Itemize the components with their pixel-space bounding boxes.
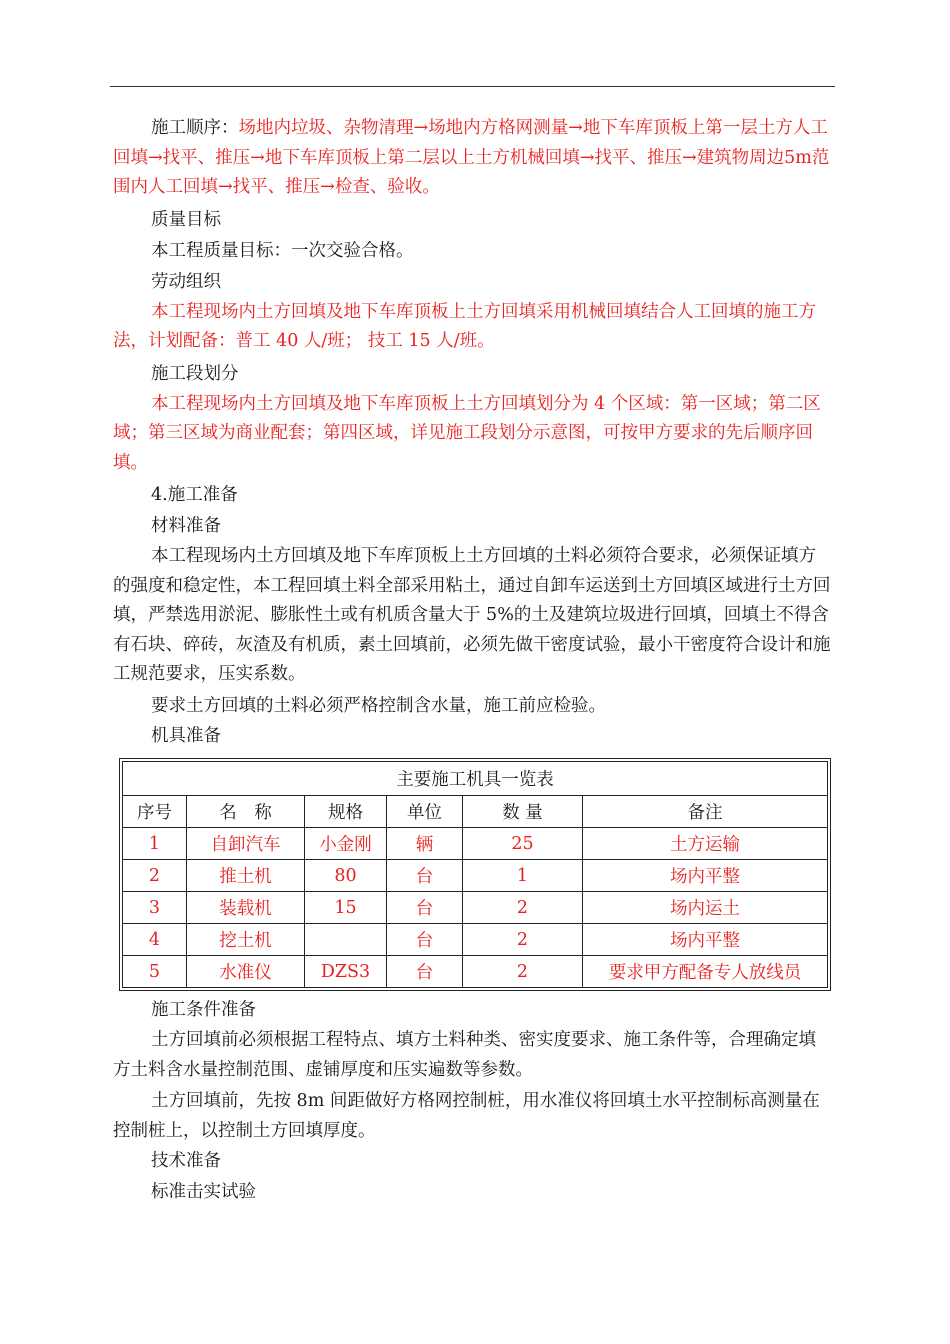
table-row [123, 860, 828, 892]
header-rule [110, 86, 835, 87]
table-cell: 水准仪 [187, 956, 305, 988]
conditions-paragraph-1: 土方回填前必须根据工程特点、填方土料种类、密实度要求、施工条件等，合理确定填方土料含水量控制范围、虚铺厚度和压实遍数等参数。 [113, 1030, 816, 1080]
table-cell: 15 [305, 892, 387, 924]
table-row [123, 892, 828, 924]
tech-subheading: 标准击实试验 [151, 1182, 256, 1202]
table-cell: 2 [463, 892, 583, 924]
quality-heading: 质量目标 [151, 209, 221, 230]
labor-text: 本工程现场内土方回填及地下车库顶板上土方回填采用机械回填结合人工回填的施工方法，计划配备：普工 40 人/班； 技工 15 人/班。 [113, 301, 816, 351]
machine-heading: 机具准备 [151, 726, 221, 746]
table-cell: 土方运输 [583, 828, 828, 860]
conditions-heading: 施工条件准备 [151, 1000, 256, 1020]
table-cell: 2 [123, 860, 187, 892]
labor-heading: 劳动组织 [151, 271, 221, 292]
construction-order-paragraph [113, 114, 833, 203]
table-header-cell: 备注 [583, 796, 828, 828]
segment-heading: 施工段划分 [151, 363, 239, 384]
table-cell: 台 [387, 924, 463, 956]
table-cell: 80 [305, 860, 387, 892]
table-cell: 装载机 [187, 892, 305, 924]
table-cell: 挖土机 [187, 924, 305, 956]
table-header-cell: 序号 [123, 796, 187, 828]
table-cell: 5 [123, 956, 187, 988]
table-header-cell: 名 称 [187, 796, 305, 828]
table-cell: 台 [387, 860, 463, 892]
segment-text: 本工程现场内土方回填及地下车库顶板上土方回填划分为 4 个区域：第一区域；第二区域；第三区域为商业配套；第四区域，详见施工段划分示意图，可按甲方要求的先后顺序回填。 [113, 393, 821, 473]
table-cell: 2 [463, 924, 583, 956]
table-cell: 4 [123, 924, 187, 956]
table-cell: 2 [463, 956, 583, 988]
table-header-cell: 单位 [387, 796, 463, 828]
table-cell: 场内平整 [583, 860, 828, 892]
table-cell: 辆 [387, 828, 463, 860]
table-cell: 台 [387, 956, 463, 988]
table-header-cell: 规格 [305, 796, 387, 828]
tech-heading: 技术准备 [151, 1151, 221, 1171]
table-row [123, 828, 828, 860]
material-paragraph-2: 要求土方回填的土料必须严格控制含水量，施工前应检验。 [151, 695, 606, 716]
table-cell: 台 [387, 892, 463, 924]
construction-order-label: 施工顺序： [151, 118, 239, 138]
table-cell: 小金刚 [305, 828, 387, 860]
table-header-row [123, 796, 828, 828]
material-heading: 材料准备 [151, 516, 221, 536]
table-cell: 自卸汽车 [187, 828, 305, 860]
table-row [123, 924, 828, 956]
table-cell: 1 [123, 828, 187, 860]
table-cell: 3 [123, 892, 187, 924]
equipment-table [122, 761, 828, 988]
table-cell: 25 [463, 828, 583, 860]
material-paragraph-1: 本工程现场内土方回填及地下车库顶板上土方回填的土料必须符合要求，必须保证填方的强度和稳定性，本工程回填土料全部采用粘土，通过自卸车运送到土方回填区域进行土方回填，严禁选用淤泥、膨胀性土或有机质含量大于 5%的土及建筑垃圾进行回填，回填土不得含有石块、碎砖，灰渣及有机质，素土回填前，必须先做干密度试验，最小干密度符合设计和施工规范要求，压实系数。 [113, 546, 831, 684]
construction-order-text: 场地内垃圾、杂物清理→场地内方格网测量→地下车库顶板上第一层土方人工回填→找平、推压→地下车库顶板上第二层以上土方机械回填→找平、推压→建筑物周边5m范围内人工回填→找平、推压→检查、验收。 [113, 118, 830, 197]
document-body [113, 114, 833, 1208]
table-cell: 推土机 [187, 860, 305, 892]
quality-text: 本工程质量目标：一次交验合格。 [151, 240, 414, 261]
equipment-table-frame [119, 758, 831, 991]
conditions-paragraph-2: 土方回填前，先按 8m 间距做好方格网控制桩，用水准仪将回填土水平控制标高测量在控制桩上，以控制土方回填厚度。 [113, 1091, 820, 1141]
table-caption: 主要施工机具一览表 [123, 762, 828, 796]
table-row [123, 956, 828, 988]
table-cell: 场内平整 [583, 924, 828, 956]
prep-heading: 4.施工准备 [151, 485, 238, 505]
table-cell: 场内运土 [583, 892, 828, 924]
table-header-cell: 数 量 [463, 796, 583, 828]
table-cell: DZS3 [305, 956, 387, 988]
table-cell [305, 924, 387, 956]
table-cell: 1 [463, 860, 583, 892]
table-cell: 要求甲方配备专人放线员 [583, 956, 828, 988]
